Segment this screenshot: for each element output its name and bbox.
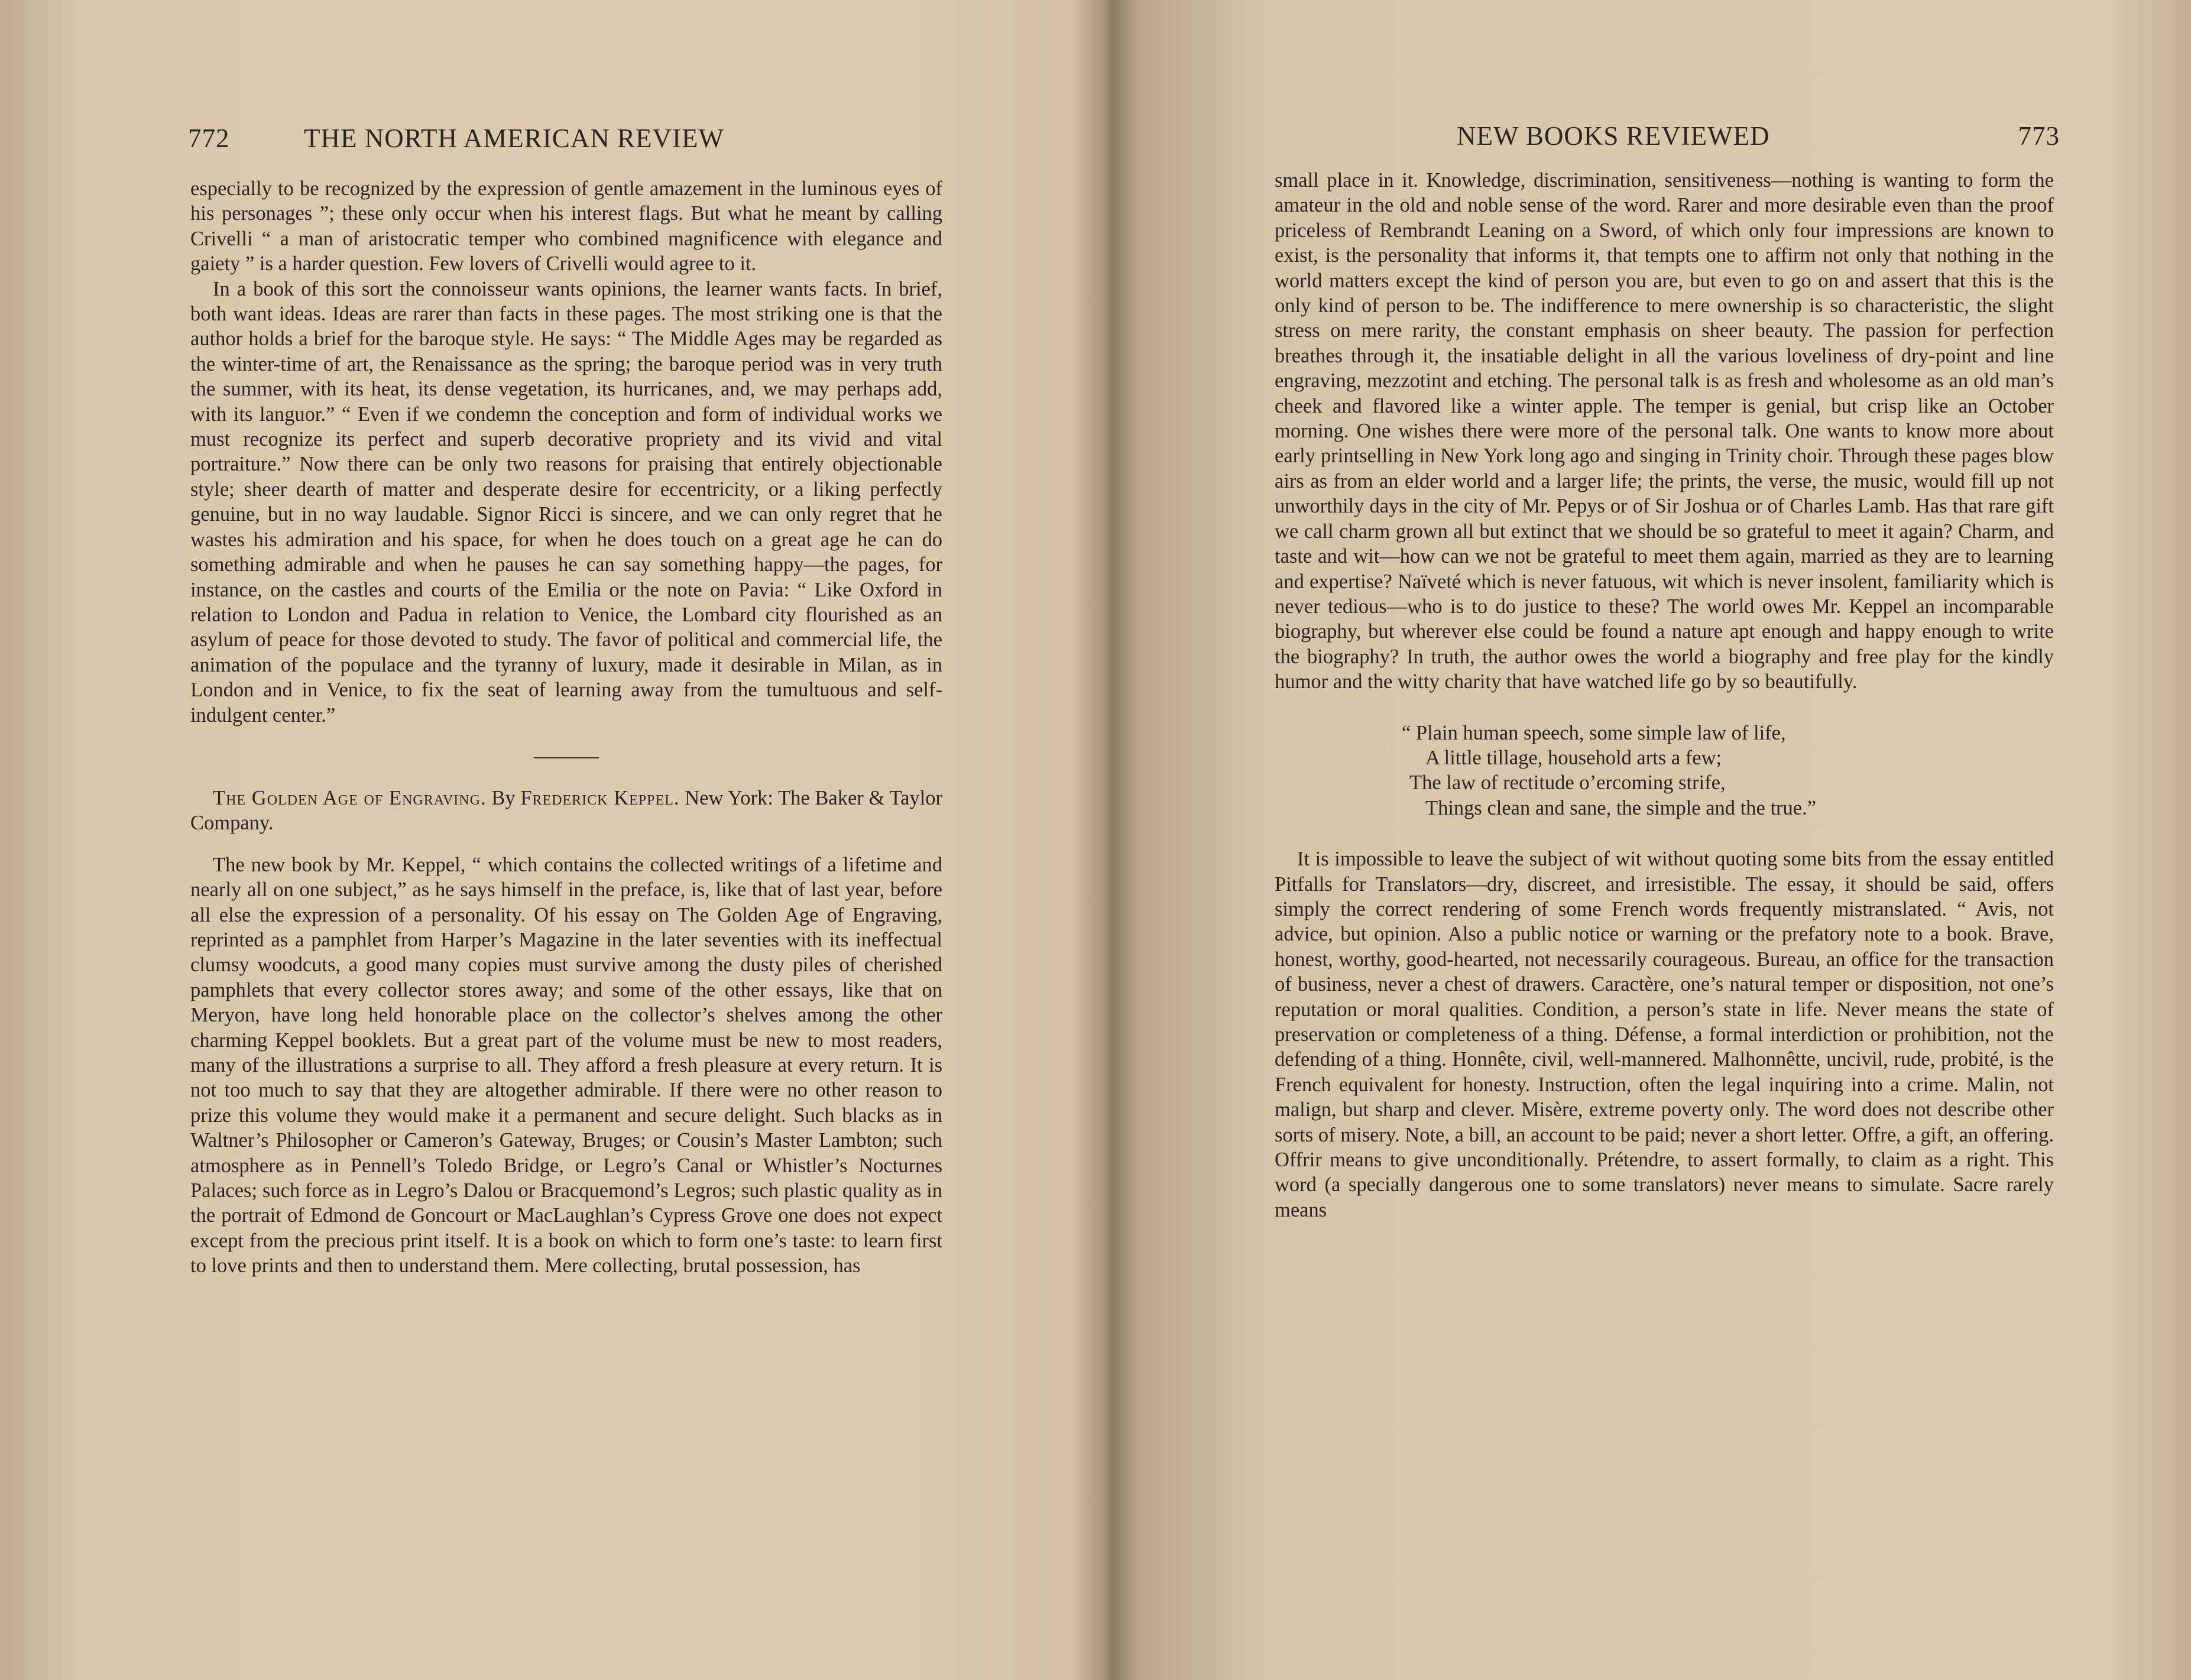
left-page [0, 0, 1094, 1680]
right-running-title: NEW BOOKS REVIEWED [1457, 121, 1770, 151]
right-page-number: 773 [2018, 121, 2060, 151]
left-running-head [188, 123, 945, 164]
review-paragraph: The new book by Mr. Keppel, “ which contains the collected writings of a lifetime and nearly all on one subject,” as he says himself in the preface, is, like that of last year, before all else the expression of a personality. Of his essay on The Golden Age of Engraving, reprinted as a pamphlet from Harper’s Magazine in the later seventies with its ineffectual clumsy woodcuts, a good many copies must survive among the dusty piles of cherished pamphlets that every collector stores away; and some of the other essays, like that on Meryon, have long held honorable place on the collector’s shelves among the other charming Keppel booklets. But a great part of the volume must be new to most readers, many of the illustrations a surprise to all. They afford a fresh pleasure at every return. It is not too much to say that they are altogether admirable. If there were no other reason to prize this volume they would make it a permanent and secure delight. Such blacks as in Waltner’s Philosopher or Cameron’s Gateway, Bruges; or Cousin’s Master Lambton; such atmosphere as in Pennell’s Toledo Bridge, or Legro’s Canal or Whistler’s Nocturnes Palaces; such force as in Legro’s Dalou or Bracquemond’s Legros; such plastic quality as in the portrait of Edmond de Goncourt or MacLaughlan’s Cypress Grove one does not expect except from the precious print itself. It is a book on which to form one’s taste: to learn first to love prints and then to understand them. Mere collecting, brutal possession, has [190, 853, 942, 1277]
review-publisher: New York: The Baker & Taylor Company. [190, 786, 943, 835]
left-text-column [190, 176, 942, 1279]
right-page [1097, 0, 2191, 1680]
right-text-column [1275, 168, 2054, 1222]
paragraph: especially to be recognized by the expression of gentle amazement in the luminous eyes of his personages ”; these only occur when his interest flags. But what he meant by calling Crivelli “ a man of aristocratic temper who combined magnificence with elegance and gaiety ” is a harder question. Few lovers of Crivelli would agree to it. [190, 177, 942, 275]
paragraph: small place in it. Knowledge, discrimination, sensitiveness—nothing is wanting to form the amateur in the old and noble sense of the word. Rarer and more desirable even than the proof priceless of Rembrandt Leaning on a Sword, of which only four impressions are known to exist, is the personality that informs it, that tempts one to affirm not only that nothing in the world matters except the kind of person you are, but even to go on and assert that this is the only kind of person to be. The indifference to mere ownership is so characteristic, the slight stress on mere rarity, the constant emphasis on sheer beauty. The passion for perfection breathes through it, the insatiable delight in all the various loveliness of dry-point and line engraving, mezzotint and etching. The personal talk is as fresh and wholesome as an old man’s cheek and flavored like a winter apple. The temper is genial, but crisp like an October morning. One wishes there were more of the personal talk. One wants to know more about early printselling in New York long ago and singing in Trinity choir. Through these pages blow airs as from an elder world and a larger life; the prints, the verse, the music, would fill up not unworthily days in the city of Mr. Pepys or of Sir Joshua or of Charles Lamb. Has that rare gift we call charm grown all but extinct that we should be so grateful to meet it again? Charm, and taste and wit—how can we not be grateful to meet them again, married as they are to learning and expertise? Naïveté which is never fatuous, wit which is never insolent, familiarity which is never tedious—who is to do justice to these? The world owes Mr. Keppel an incomparable biography, but wherever else could be found a nature apt enough and happy enough to write the biography? In truth, the author owes the world a biography and free play for the kindly humor and the witty charity that have watched life go by so beautifully. [1275, 169, 2054, 693]
section-separator [534, 757, 599, 758]
right-running-head [1457, 121, 2060, 162]
poem-line: “ Plain human speech, some simple law of life, [1402, 721, 1786, 744]
poem-line: Things clean and sane, the simple and the true.” [1425, 796, 1817, 819]
poem-quotation [1275, 721, 2054, 821]
poem-line: A little tillage, household arts a few; [1425, 746, 1722, 769]
review-book-title: The Golden Age of Engraving. [213, 786, 487, 809]
left-page-number: 772 [188, 124, 230, 153]
review-heading [190, 786, 942, 836]
paragraph: It is impossible to leave the subject of wit without quoting some bits from the essay entitled Pitfalls for Translators—dry, discreet, and irresistible. The essay, it should be said, offers simply the correct rendering of some French words frequently mistranslated. “ Avis, not advice, but opinion. Also a public notice or warning or the prefatory note to a book. Brave, honest, worthy, good-hearted, not necessarily courageous. Bureau, an office for the transaction of business, never a chest of drawers. Caractère, one’s natural temper or disposition, not one’s reputation or moral qualities. Condition, a person’s state in life. Never means the state of preservation or completeness of a thing. Défense, a formal interdiction or prohibition, not the defending of a thing. Honnête, civil, well-mannered. Malhonnêtte, uncivil, rude, probité, is the French equivalent for honesty. Instruction, often the legal inquiring into a crime. Malin, not malign, but sharp and clever. Misère, extreme poverty only. The word does not describe other sorts of misery. Note, a bill, an account to be paid; never a short letter. Offre, a gift, an offering. Offrir means to give unconditionally. Prétendre, to assert formally, to claim as a right. This word (a specially dangerous one to some translators) never means to simulate. Sacre rarely means [1275, 848, 2054, 1221]
paragraph: In a book of this sort the connoisseur wants opinions, the learner wants facts. In brief, both want ideas. Ideas are rarer than facts in these pages. The most striking one is that the author holds a brief for the baroque style. He says: “ The Middle Ages may be regarded as the winter-time of art, the Renaissance as the spring; the baroque period was in very truth the summer, with its heat, its dense vegetation, its hurricanes, and, we may perhaps add, with its languor.” “ Even if we condemn the conception and form of individual works we must recognize its perfect and superb decorative propriety and its vivid and vital portraiture.” Now there can be only two reasons for praising that entirely objectionable style; sheer dearth of matter and desperate desire for eccentricity, or a liking perfectly genuine, but in no way laudable. Signor Ricci is sincere, and we can only regret that he wastes his admiration and his space, for when he does touch on a great age he can do something admirable and when he pauses he can say something happy—the pages, for instance, on the castles and courts of the Emilia or the note on Pavia: “ Like Oxford in relation to London and Padua in relation to Venice, the Lombard city flourished as an asylum of peace for those devoted to study. The favor of political and commercial life, the animation of the populace and the tyranny of luxury, made it desirable in Milan, as in London and in Venice, to fix the seat of learning away from the tumultuous and self-indulgent center.” [190, 277, 942, 727]
left-running-title: THE NORTH AMERICAN REVIEW [304, 124, 724, 153]
review-by: By [491, 786, 516, 809]
poem-line: The law of rectitude o’ercoming strife, [1409, 771, 1726, 794]
review-author: Frederick Keppel. [520, 786, 680, 809]
